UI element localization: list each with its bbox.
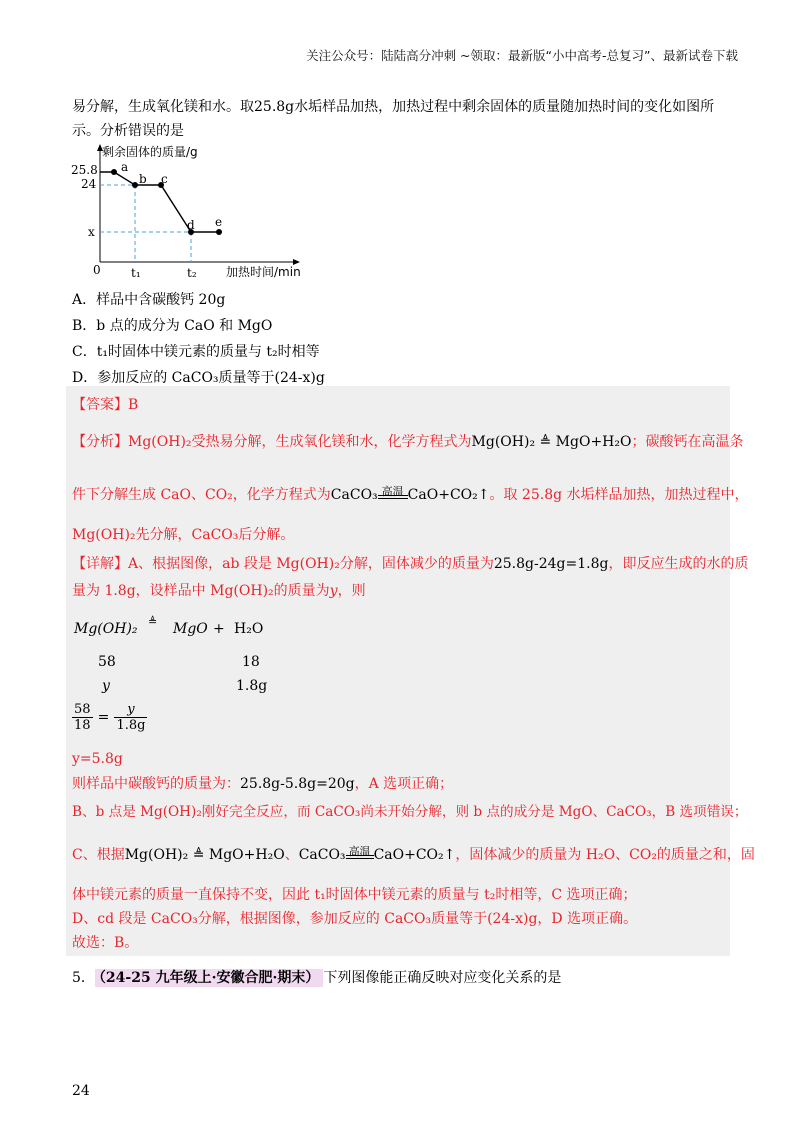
reaction-formula-mid: MgO <box>173 621 208 637</box>
option-d-explanation: D、cd 段是 CaCO₃分解，根据图像，参加反应的 CaCO₃质量等于(24-x)g，D 选项正确。 <box>72 911 638 927</box>
point-label: d <box>187 218 195 232</box>
analysis-line-1: 【分析】Mg(OH)₂受热易分解，生成氧化镁和水，化学方程式为Mg(OH)₂ ≜ MgO+H₂O；碳酸钙在高温条 <box>72 434 744 450</box>
reaction-plus: + <box>213 621 225 637</box>
calcium-carbonate-line: 则样品中碳酸钙的质量为：25.8g-5.8g=20g，A 选项正确； <box>72 776 454 792</box>
option-a: A．样品中含碳酸钙 20g <box>72 292 226 308</box>
x-tick-label: t₁ <box>131 266 141 280</box>
molar-mass-1: 58 <box>98 654 116 670</box>
y-tick-label: 25.8 <box>71 163 98 177</box>
equation-2: CaCO₃ 高温 CaO+CO₂↑ <box>330 485 490 503</box>
answer-label: 【答案】B <box>72 397 139 413</box>
reaction-formula-right: H₂O <box>234 621 264 637</box>
molar-mass-2: 18 <box>242 654 260 670</box>
y-tick-label: 24 <box>81 177 97 191</box>
proportion-equation: $\frac{58}{18}$ = $\frac{y}{1.8g}$ <box>74 702 146 733</box>
detail-line-2: 量为 1.8g，设样品中 Mg(OH)₂的质量为y，则 <box>72 583 366 599</box>
data-point-e <box>216 229 222 235</box>
option-b: B．b 点的成分为 CaO 和 MgO <box>72 318 273 334</box>
final-choice: 故选：B。 <box>72 935 139 951</box>
y-tick-label: x <box>88 225 95 239</box>
chart-ylabel: 剩余固体的质量/g <box>102 145 198 159</box>
chart-origin: 0 <box>93 263 101 277</box>
mass-time-chart <box>66 140 316 285</box>
chart-xlabel: 加热时间/min <box>226 265 301 279</box>
data-point-b <box>132 182 138 188</box>
page-header: 关注公众号：陆陆高分冲刺 ~领取：最新版“小中高考-总复习”、最新试卷下载 <box>306 48 738 63</box>
data-point-a <box>111 169 117 175</box>
question-source-tag: （24-25 九年级上·安徽合肥·期末） <box>95 969 323 987</box>
option-b-explanation: B、b 点是 Mg(OH)₂刚好完全反应，而 CaCO₃尚未开始分解，则 b 点的成分是 MgO、CaCO₃，B 选项错误； <box>72 804 748 820</box>
reaction-formula-left: Mg(OH)₂ <box>74 621 138 637</box>
detail-line-1: 【详解】A、根据图像，ab 段是 Mg(OH)₂分解，固体减少的质量为25.8g-24g=1.8g，即反应生成的水的质 <box>72 556 749 572</box>
analysis-line-3: Mg(OH)₂先分解，CaCO₃后分解。 <box>72 527 295 543</box>
answer-box <box>66 386 730 956</box>
data-line <box>100 172 219 232</box>
analysis-line-2: 件下分解生成 CaO、CO₂，化学方程式为CaCO₃ 高温 CaO+CO₂↑。取 25.8g 水垢样品加热，加热过程中， <box>72 485 749 503</box>
heat-symbol: ≜ <box>148 615 158 628</box>
question-text-line-2: 示。分析错误的是 <box>72 123 184 139</box>
equation-1: Mg(OH)₂ ≜ MgO+H₂O <box>471 434 632 450</box>
unknown-var: y <box>102 678 110 694</box>
option-c: C．t₁时固体中镁元素的质量与 t₂时相等 <box>72 344 320 360</box>
option-c-explanation-1: C、根据Mg(OH)₂ ≜ MgO+H₂O、CaCO₃ 高温 CaO+CO₂↑，固体减少的质量为 H₂O、CO₂的质量之和，固 <box>72 845 755 863</box>
option-d: D．参加反应的 CaCO₃质量等于(24-x)g <box>72 370 325 386</box>
option-c-explanation-2: 体中镁元素的质量一直保持不变，因此 t₁时固体中镁元素的质量与 t₂时相等，C 选项正确； <box>72 887 637 903</box>
point-label: e <box>215 215 223 229</box>
known-mass: 1.8g <box>236 678 268 694</box>
point-label: c <box>161 172 168 186</box>
point-label: b <box>139 172 147 186</box>
page-number: 24 <box>72 1083 90 1099</box>
point-label: a <box>121 160 129 174</box>
result-line: y=5.8g <box>72 751 123 767</box>
question-5: 5． （24-25 九年级上·安徽合肥·期末） 下列图像能正确反映对应变化关系的是 <box>72 970 562 986</box>
question-text-line-1: 易分解，生成氧化镁和水。取25.8g水垢样品加热，加热过程中剩余固体的质量随加热时间的变化如图所 <box>72 99 715 115</box>
x-tick-label: t₂ <box>187 266 197 280</box>
